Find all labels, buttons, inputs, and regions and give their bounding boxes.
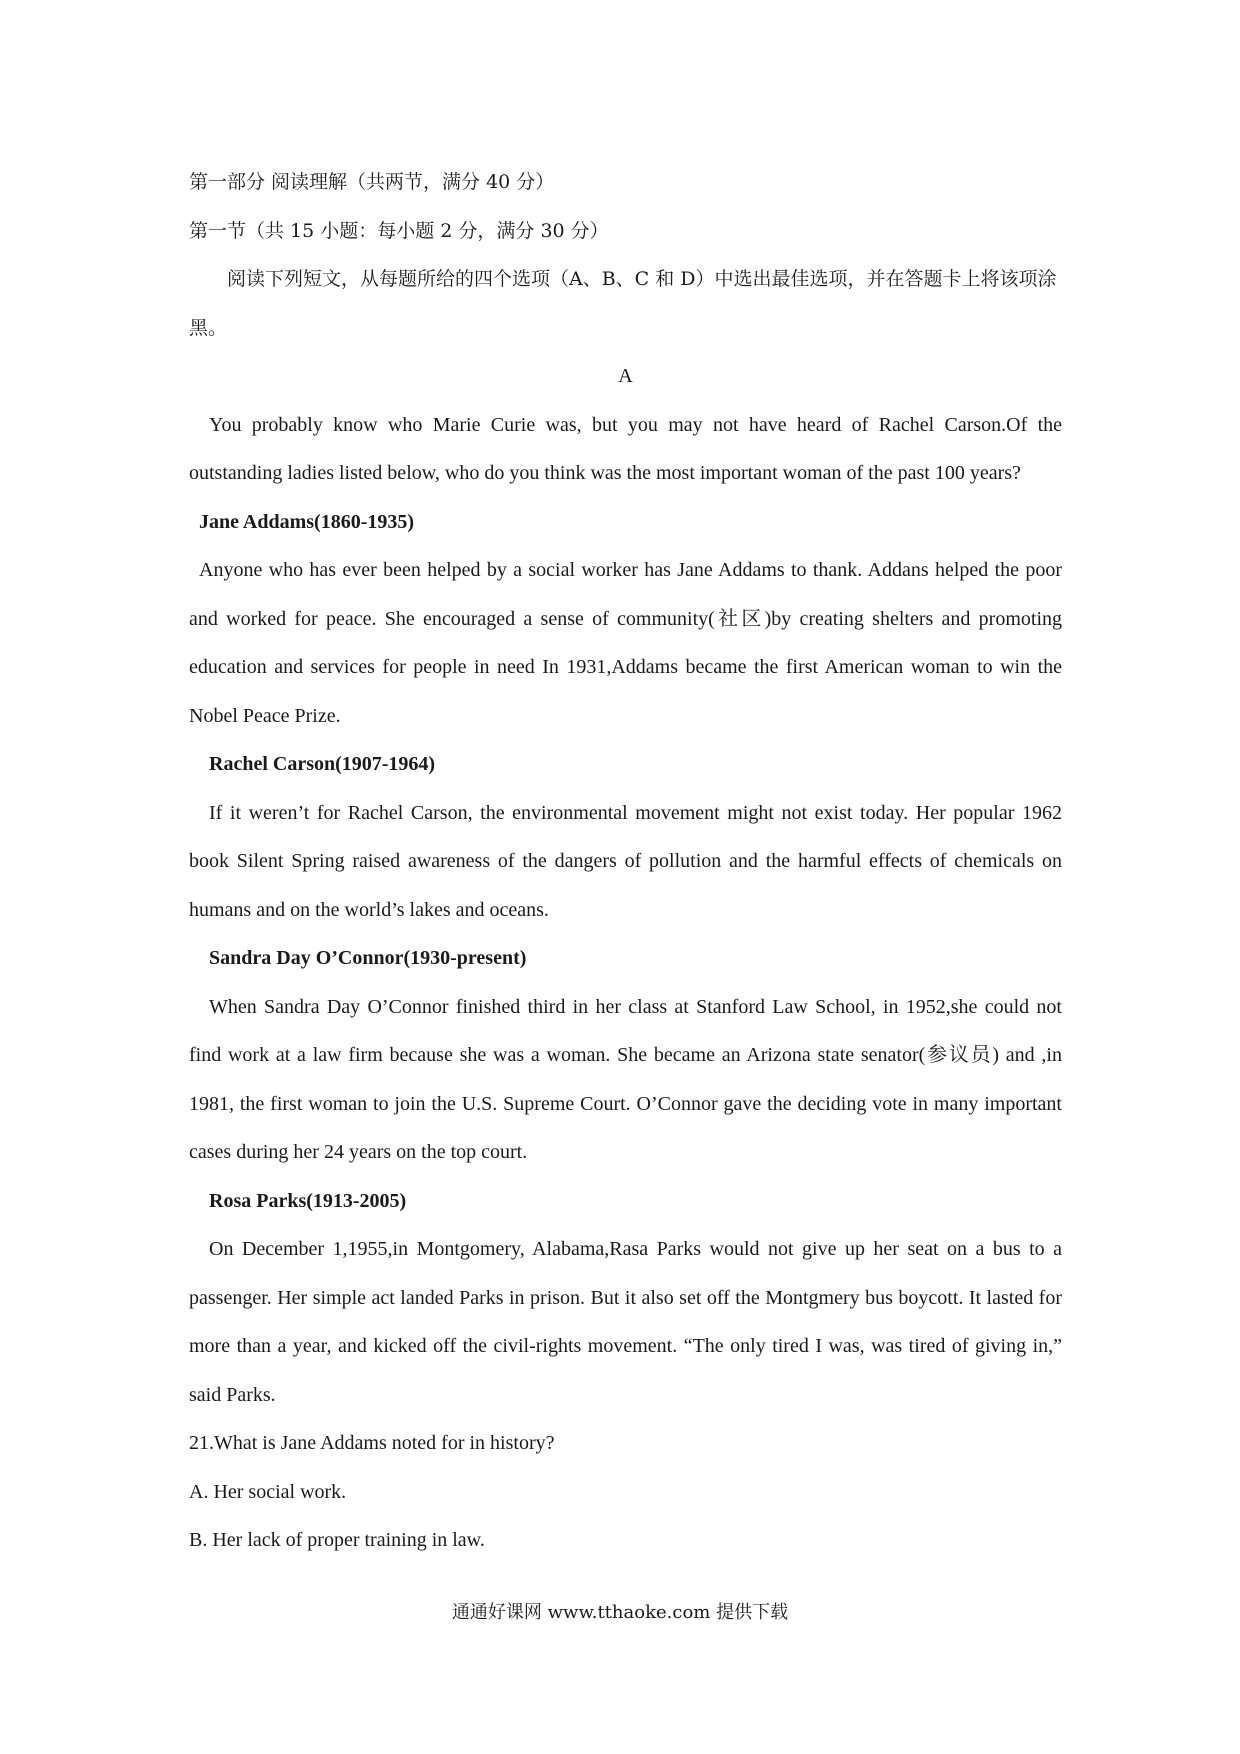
exam-page — [189, 158, 1062, 1565]
person-title-jane-addams: Jane Addams(1860-1935) — [199, 510, 415, 533]
person-text-rosa-parks: On December 1,1955,in Montgomery, Alabama,Rasa Parks would not give up her seat on a bus to a passenger. Her simple act landed Parks in prison. But it also set off the Montgmery bus boycott. It lasted for more than a year, and kicked off the civil-rights movement. “The only tired I was, was tired of giving in,” said Parks. — [189, 1238, 1062, 1406]
question-21: 21.What is Jane Addams noted for in history? — [189, 1432, 555, 1454]
option-a: A. Her social work. — [189, 1480, 347, 1503]
passage-intro: You probably know who Marie Curie was, but you may not have heard of Rachel Carson.Of the outstanding ladies listed below, who do you think was the most important woman of the past 100 years? — [189, 413, 1062, 484]
person-title-sandra-day-oconnor: Sandra Day O’Connor(1930-present) — [209, 947, 527, 969]
option-b: B. Her lack of proper training in law. — [189, 1529, 485, 1551]
instructions: 阅读下列短文，从每题所给的四个选项（A、B、C 和 D）中选出最佳选项，并在答题卡上将该项涂黑。 — [189, 268, 1057, 339]
passage-letter: A — [618, 365, 633, 387]
part-title: 第一部分 阅读理解（共两节，满分 40 分） — [189, 171, 555, 193]
person-text-sandra-day-oconnor: When Sandra Day O’Connor finished third in her class at Stanford Law School, in 1952,she could not find work at a law firm because she was a woman. She became an Arizona state senator(参议员) and ,in 1981, the first woman to join the U.S. Supreme Court. O’Connor gave the deciding vote in many important cases during her 24 years on the top court. — [189, 995, 1062, 1163]
person-title-rachel-carson: Rachel Carson(1907-1964) — [209, 753, 436, 775]
person-text-jane-addams: Anyone who has ever been helped by a social worker has Jane Addams to thank. Addans helped the poor and worked for peace. She encouraged a sense of community(社区)by creating shelters and promoting education and services for people in need In 1931,Addams became the first American woman to win the Nobel Peace Prize. — [189, 559, 1062, 727]
page-footer: 通通好课网 www.tthaoke.com 提供下载 — [451, 1602, 789, 1623]
person-title-rosa-parks: Rosa Parks(1913-2005) — [209, 1189, 407, 1212]
section-title: 第一节（共 15 小题：每小题 2 分，满分 30 分） — [189, 219, 609, 242]
person-text-rachel-carson: If it weren’t for Rachel Carson, the environmental movement might not exist today. Her popular 1962 book Silent Spring raised awareness of the dangers of pollution and the harmful effects of chemicals on humans and on the world’s lakes and oceans. — [189, 801, 1062, 921]
